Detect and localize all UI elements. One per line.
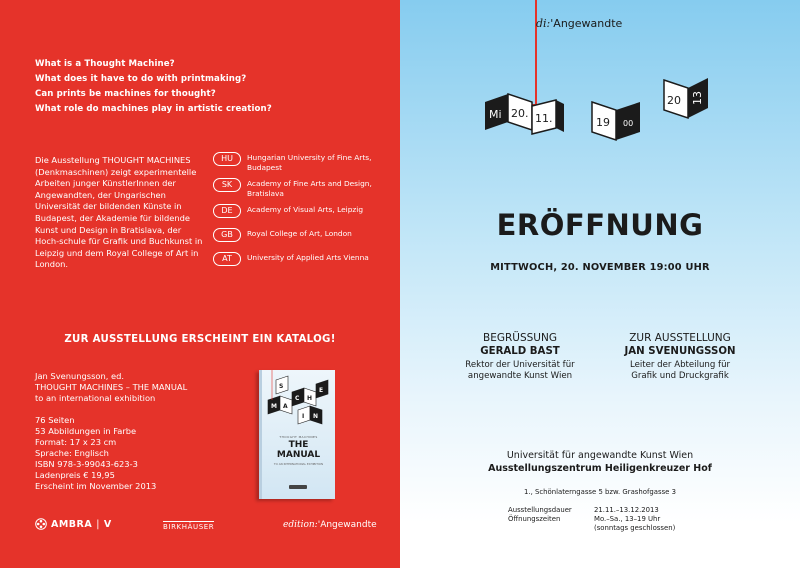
book-editor: Jan Svenungsson, ed. (35, 371, 125, 381)
cover-small-title: THOUGHT MACHINES (279, 435, 318, 439)
birkhauser-logo: BIRKHÄUSER (163, 523, 215, 531)
partner-name: University of Applied Arts Vienna (247, 253, 369, 262)
partner-item (213, 151, 393, 177)
question-2: What does it have to do with printmaking? (35, 74, 247, 84)
speaker-name: GERALD BAST (480, 346, 560, 357)
speaker-exhibition (600, 332, 760, 382)
ambra-name: AMBRA (51, 518, 93, 530)
page-title: ERÖFFNUNG (496, 208, 704, 242)
country-code-badge: DE (213, 204, 241, 218)
partner-list (213, 151, 393, 277)
book-language: Sprache: Englisch (35, 448, 109, 458)
brand-name: 'Angewandte (550, 17, 623, 30)
date-cubes-graphic (480, 50, 720, 160)
edition-name: 'Angewandte (317, 520, 377, 530)
book-details (35, 371, 187, 492)
speaker-role-line2: angewandte Kunst Wien (467, 371, 573, 381)
book-format: Format: 17 x 23 cm (35, 437, 117, 447)
cover-cubes-graphic (262, 370, 335, 434)
cover-letter: E (319, 387, 324, 394)
right-panel (400, 0, 800, 568)
partner-item (213, 227, 393, 251)
ambra-flower-icon (35, 518, 47, 530)
hours-label: Öffnungszeiten (508, 515, 561, 524)
speaker-role-line1: Leiter der Abteilung für (629, 360, 731, 370)
cover-foot: TO AN INTERNATIONAL EXHIBITION (273, 462, 324, 466)
cover-letter: S (279, 383, 284, 390)
speaker-role-line2: Grafik und Druckgrafik (631, 371, 729, 381)
cube-month: 11. (535, 112, 553, 125)
book-published: Erscheint im November 2013 (35, 481, 157, 491)
hours-value: Mo.–Sa., 13–19 Uhr (594, 515, 661, 524)
venue-center: Ausstellungszentrum Heiligenkreuzer Hof (488, 463, 712, 474)
book-pages: 76 Seiten (35, 415, 75, 425)
catalog-heading: ZUR AUSSTELLUNG ERSCHEINT EIN KATALOG! (64, 334, 336, 345)
partner-name: Academy of Fine Arts and Design, Bratislava (247, 179, 372, 198)
speaker-welcome (440, 332, 600, 382)
speaker-label: BEGRÜSSUNG (483, 332, 557, 344)
cover-letter: M (271, 403, 277, 410)
question-3: Can prints be machines for thought? (35, 89, 216, 99)
exhibition-intro: Die Ausstellung THOUGHT MACHINES (Denkmaschinen) zeigt experimentelle Arbeiten junger KünstlerInnen der Angewandten, der Ungarischen Universität der bildenden Künste in Budapest, der Akademie für bildende Kunst und Design in Bratislava, der Hoch-schule für Grafik und Buchkunst in Leipzig und dem Royal College of Art in London. (35, 155, 203, 270)
event-datetime: MITTWOCH, 20. NOVEMBER 19:00 UHR (490, 262, 710, 273)
venue (400, 449, 800, 475)
partner-name: Royal College of Art, London (247, 229, 352, 238)
partner-name: Academy of Visual Arts, Leipzig (247, 205, 364, 214)
partner-item (213, 177, 393, 203)
edition-prefix: edition: (283, 520, 318, 530)
hours-note: (sonntags geschlossen) (594, 524, 676, 533)
cube-minutes: 00 (623, 119, 634, 128)
cover-letter: H (307, 395, 313, 402)
speaker-role-line1: Rektor der Universität für (465, 360, 575, 370)
cover-letter: C (295, 395, 300, 402)
duration-label: Ausstellungsdauer (508, 506, 572, 514)
country-code-badge: SK (213, 178, 241, 192)
book-title: THOUGHT MACHINES – THE MANUAL (35, 382, 188, 392)
edition-angewandte-logo (283, 520, 377, 530)
country-code-badge: GB (213, 228, 241, 242)
book-price: Ladenpreis € 19,95 (35, 470, 115, 480)
book-cover-image (259, 370, 335, 499)
cover-letter: A (283, 403, 288, 410)
book-illustrations: 53 Abbildungen in Farbe (35, 426, 137, 436)
cover-title-line1: THE (288, 440, 309, 450)
country-code-badge: HU (213, 152, 241, 166)
cover-letter: I (302, 413, 305, 420)
partner-item (213, 203, 393, 227)
cube-year-b: 13 (691, 91, 704, 105)
questions-list (35, 57, 272, 117)
cover-title-line2: MANUAL (276, 450, 321, 460)
duration-value: 21.11.–13.12.2013 (594, 506, 659, 514)
speaker-name: JAN SVENUNGSSON (624, 346, 736, 357)
cube-weekday: Mi (489, 108, 502, 121)
ambra-logo: AMBRA | V (35, 518, 112, 530)
speaker-label: ZUR AUSSTELLUNG (629, 332, 731, 344)
cover-title (262, 440, 335, 460)
cube-hour: 19 (596, 116, 610, 129)
venue-address: 1., Schönlaterngasse 5 bzw. Grashofgasse 3 (524, 488, 676, 496)
partner-name: Hungarian University of Fine Arts, Budapest (247, 153, 372, 172)
ambra-v: V (103, 518, 112, 530)
question-4: What role do machines play in artistic creation? (35, 104, 272, 114)
venue-university: Universität für angewandte Kunst Wien (506, 450, 694, 461)
question-1: What is a Thought Machine? (35, 59, 175, 69)
brand-prefix: di: (536, 17, 551, 30)
book-isbn: ISBN 978-3-99043-623-3 (35, 459, 138, 469)
country-code-badge: AT (213, 252, 241, 266)
exhibition-dates (508, 506, 704, 534)
cube-day: 20. (511, 107, 529, 120)
cube-year-a: 20 (667, 94, 681, 107)
publisher-logos (0, 518, 400, 534)
partner-item (213, 251, 393, 277)
cover-publisher-logo (289, 485, 307, 489)
angewandte-logo (536, 17, 622, 30)
cover-letter: N (313, 413, 319, 420)
book-subtitle: to an international exhibition (35, 393, 156, 403)
